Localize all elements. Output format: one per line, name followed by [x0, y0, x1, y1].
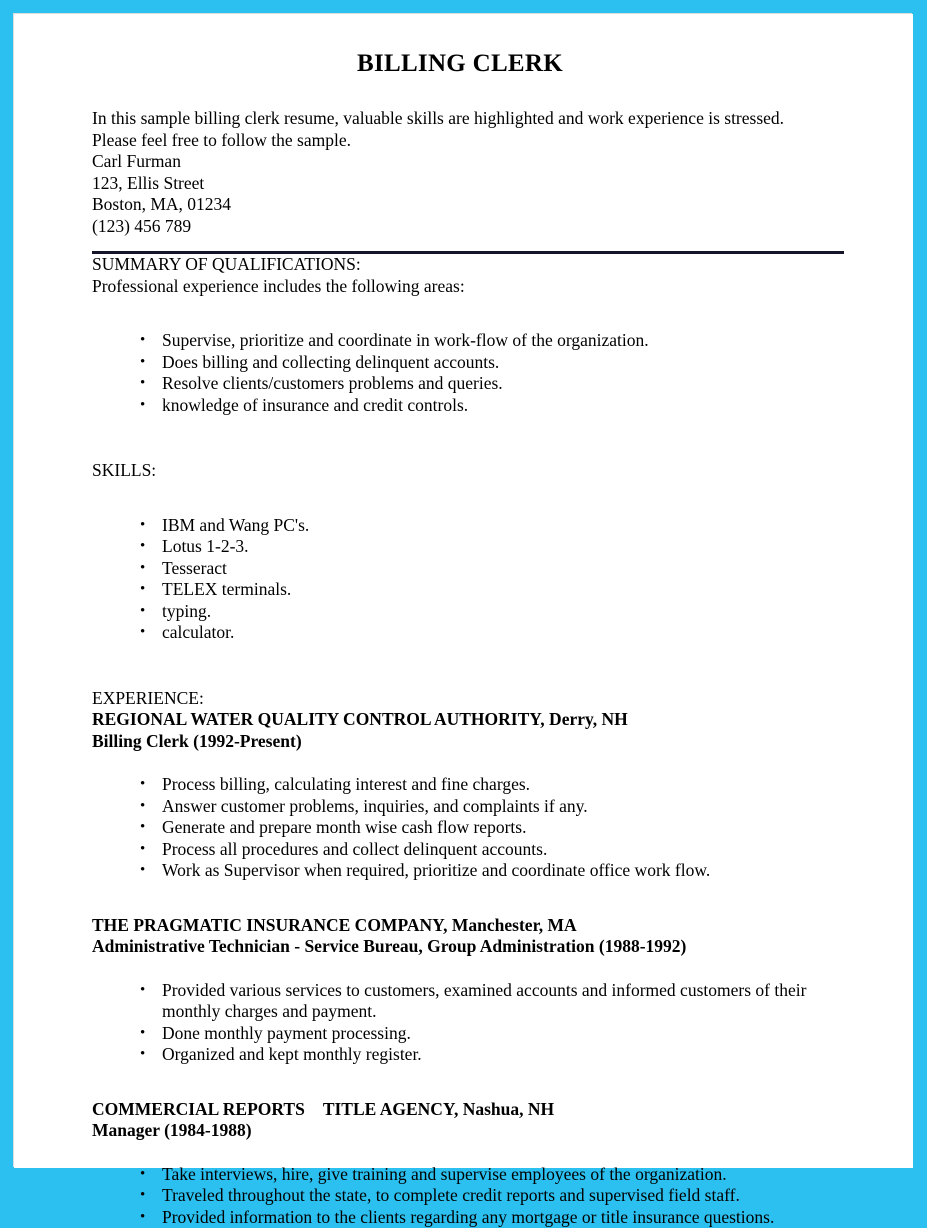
list-item: • Supervise, prioritize and coordinate in work-flow of the organization. [92, 330, 852, 352]
job-list-3 [92, 1164, 852, 1228]
list-item: • Take interviews, hire, give training and supervise employees of the organization. [92, 1164, 852, 1186]
list-item: • Provided various services to customers, examined accounts and informed customers of their monthly charges and payment. [92, 980, 852, 1023]
list-item: • Lotus 1-2-3. [92, 536, 852, 558]
job-company-1: REGIONAL WATER QUALITY CONTROL AUTHORITY, Derry, NH [92, 709, 852, 731]
list-item: • Process all procedures and collect delinquent accounts. [92, 839, 852, 861]
job-company-3 [92, 1099, 852, 1121]
list-item: • calculator. [92, 622, 852, 644]
list-item: • Resolve clients/customers problems and queries. [92, 373, 852, 395]
experience-heading: EXPERIENCE: [92, 688, 852, 710]
job-list-2 [92, 980, 852, 1066]
list-item: • Provided information to the clients regarding any mortgage or title insurance questions. [92, 1207, 852, 1228]
list-item: • Traveled throughout the state, to complete credit reports and supervised field staff. [92, 1185, 852, 1207]
job-company-3-part1: COMMERCIAL REPORTS [92, 1099, 305, 1119]
page-title: BILLING CLERK [92, 50, 852, 78]
summary-list [92, 330, 852, 416]
contact-street: 123, Ellis Street [92, 173, 852, 195]
list-item: • knowledge of insurance and credit controls. [92, 395, 852, 417]
summary-subheading: Professional experience includes the following areas: [92, 276, 852, 298]
contact-phone: (123) 456 789 [92, 216, 852, 238]
skills-list [92, 515, 852, 644]
intro-line-2: Please feel free to follow the sample. [92, 130, 852, 152]
list-item: • Process billing, calculating interest and fine charges. [92, 774, 852, 796]
job-list-1 [92, 774, 852, 882]
intro-block [92, 108, 852, 237]
job-company-2: THE PRAGMATIC INSURANCE COMPANY, Manchester, MA [92, 915, 852, 937]
contact-name: Carl Furman [92, 151, 852, 173]
skills-heading: SKILLS: [92, 460, 852, 482]
list-item: • Generate and prepare month wise cash flow reports. [92, 817, 852, 839]
resume-content [92, 34, 852, 1228]
job-company-3-part2: TITLE AGENCY, Nashua, NH [323, 1099, 554, 1119]
job-role-1: Billing Clerk (1992-Present) [92, 731, 852, 753]
intro-line-1: In this sample billing clerk resume, valuable skills are highlighted and work experience is stressed. [92, 108, 852, 130]
list-item: • Does billing and collecting delinquent accounts. [92, 352, 852, 374]
job-role-3: Manager (1984-1988) [92, 1120, 852, 1142]
list-item: • Answer customer problems, inquiries, and complaints if any. [92, 796, 852, 818]
list-item: • TELEX terminals. [92, 579, 852, 601]
list-item: • Tesseract [92, 558, 852, 580]
resume-page [14, 14, 913, 1168]
list-item: • IBM and Wang PC's. [92, 515, 852, 537]
contact-city-state-zip: Boston, MA, 01234 [92, 194, 852, 216]
job-role-2: Administrative Technician - Service Bureau, Group Administration (1988-1992) [92, 936, 852, 958]
list-item: • Work as Supervisor when required, prioritize and coordinate office work flow. [92, 860, 852, 882]
list-item: • typing. [92, 601, 852, 623]
list-item: • Done monthly payment processing. [92, 1023, 852, 1045]
list-item: • Organized and kept monthly register. [92, 1044, 852, 1066]
summary-heading: SUMMARY OF QUALIFICATIONS: [92, 254, 852, 276]
